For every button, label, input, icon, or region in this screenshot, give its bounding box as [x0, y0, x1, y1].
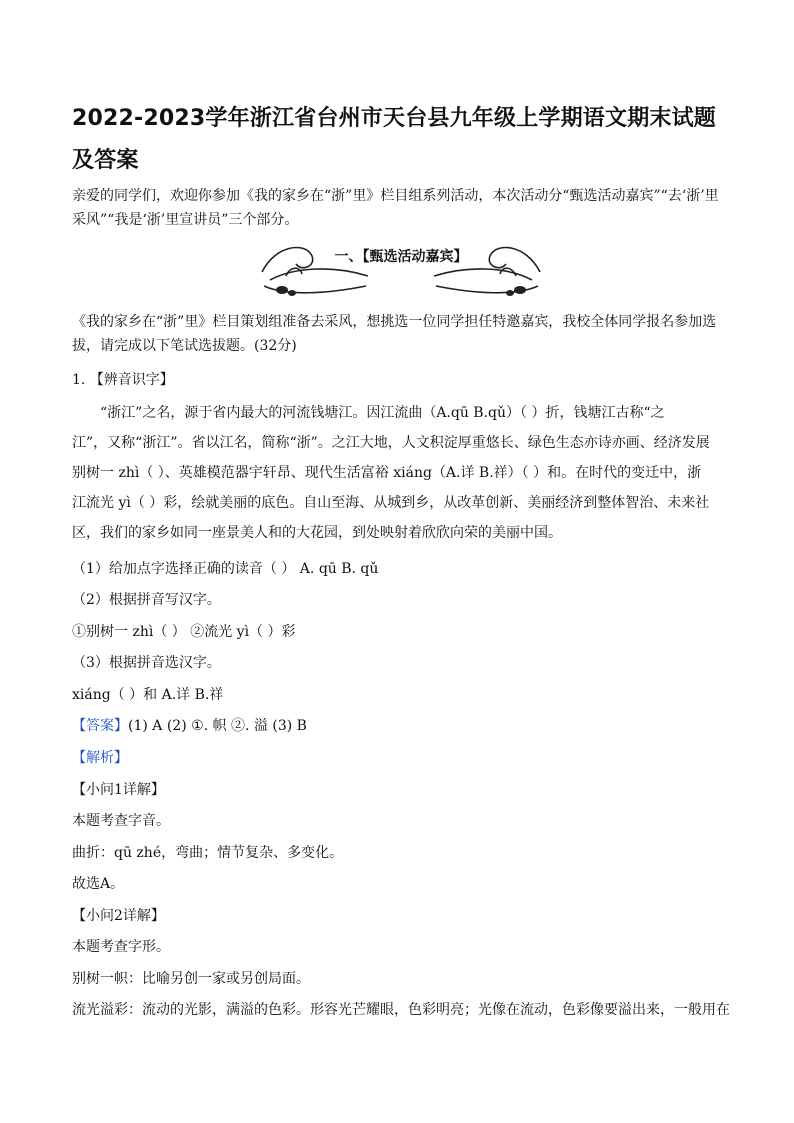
- passage-line: “浙江”之名，源于省内最大的河流钱塘江。因江流曲（A.qū B.qǔ）（ ）折，钱塘江古称“之: [100, 405, 665, 421]
- section-intro: 《我的家乡在“浙”里》栏目策划组准备去采风，想挑选一位同学担任特邀嘉宾，我校全体同学报名参加选拔，请完成以下笔试选拔题。(32分): [72, 314, 717, 354]
- subquestion-3: （3）根据拼音选汉字。: [72, 655, 221, 671]
- answer-label: 【答案】: [72, 718, 128, 734]
- question-heading: 1. 【辨音识字】: [72, 372, 174, 388]
- detail-line: 本题考查字音。: [72, 813, 170, 829]
- subquestion-2-items: ①别树一 zhì（ ） ②流光 yì（ ）彩: [72, 624, 296, 640]
- answer-text: (1) A (2) ①. 帜 ②. 溢 (3) B: [128, 718, 307, 734]
- intro-paragraph: 亲爱的同学们，欢迎你参加《我的家乡在“浙”里》栏目组系列活动，本次活动分“甄选活动嘉宾”“去‘浙’里采风”“我是‘浙’里宣讲员”三个部分。: [72, 188, 719, 228]
- passage-line: 江流光 yì（ ）彩，绘就美丽的底色。自山至海、从城到乡，从改革创新、美丽经济到整体智治、未来社: [72, 495, 710, 511]
- answer-line: [72, 714, 724, 738]
- passage-line: 别树一 zhì（ ）、英雄模范器宇轩昂、现代生活富裕 xiáng（A.详 B.祥）（ ）和。在时代的变迁中，浙: [72, 465, 702, 481]
- analysis-label: 【解析】: [72, 750, 128, 766]
- section-title: 一、【甄选活动嘉宾】: [334, 249, 468, 265]
- detail-line: 故选A。: [72, 876, 125, 892]
- detail-line: 本题考查字形。: [72, 939, 170, 955]
- passage-line: 江”，又称“浙江”。省以江名，简称“浙”。之江大地，人文积淀厚重悠长、绿色生态亦诗亦画、经济发展: [72, 435, 710, 451]
- detail-line: 别树一帜：比喻另创一家或另创局面。: [72, 971, 310, 987]
- detail-line: 曲折：qū zhé，弯曲；情节复杂、多变化。: [72, 845, 344, 861]
- detail-heading: 【小问2详解】: [72, 908, 165, 924]
- page-title: 2022-2023学年浙江省台州市天台县九年级上学期语文期末试题及答案: [72, 106, 716, 173]
- subquestion-1: （1）给加点字选择正确的读音（ ） A. qū B. qǔ: [72, 561, 379, 577]
- passage-line: 区，我们的家乡如同一座景美人和的大花园，到处映射着欣欣向荣的美丽中国。: [72, 525, 562, 541]
- detail-line: 流光溢彩：流动的光影，满溢的色彩。形容光芒耀眼，色彩明亮；光像在流动，色彩像要溢出来，一般用在: [72, 1002, 730, 1018]
- subquestion-2: （2）根据拼音写汉字。: [72, 592, 221, 608]
- section-banner: [256, 236, 546, 302]
- subquestion-3-item: xiáng（ ）和 A.详 B.祥: [72, 687, 224, 703]
- detail-heading: 【小问1详解】: [72, 782, 165, 798]
